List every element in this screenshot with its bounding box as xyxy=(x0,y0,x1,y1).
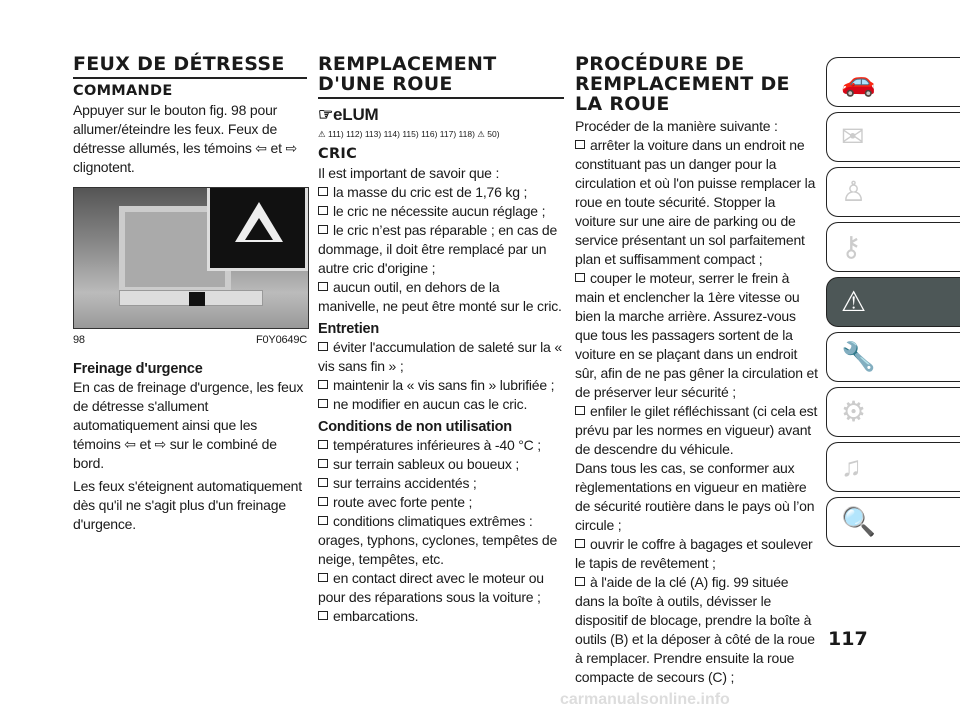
subheading-entretien: Entretien xyxy=(318,321,380,337)
bullet-text: le cric n’est pas réparable ; en cas de dommage, il doit être remplacé par un autre cric d'origine ; xyxy=(318,222,558,276)
bullet-text: températures inférieures à -40 °C ; xyxy=(333,437,541,453)
bullet-box-icon xyxy=(575,406,585,415)
bullet-item xyxy=(575,269,819,402)
bullet-box-icon xyxy=(318,187,328,196)
bullet-text: à l'aide de la clé (A) fig. 99 située dans la boîte à outils, dévisser le dispositif de blocage, prendre la boîte à outils (B) et la déposer à côté de la roue à remplacer. Prendre ensuite la roue compacte de secours (C) ; xyxy=(575,574,815,685)
section-title: PROCÉDURE DE REMPLACEMENT DE LA ROUE xyxy=(575,53,790,115)
paragraph: Les feux s'éteignent automatiquement dès qu'il ne s'agit plus d'un freinage d'urgence. xyxy=(73,478,302,532)
bullet-item xyxy=(575,573,819,687)
bullet-item xyxy=(575,535,819,573)
bullet-text: la masse du cric est de 1,76 kg ; xyxy=(333,184,528,200)
car-wrench-icon: 🔧 xyxy=(841,341,876,372)
lights-message-icon: ✉ xyxy=(841,121,865,152)
bullet-item xyxy=(318,338,564,376)
bullet-box-icon xyxy=(318,516,328,525)
bullet-box-icon xyxy=(575,140,585,149)
column-wheel-change xyxy=(318,54,564,626)
bullet-box-icon xyxy=(575,273,585,282)
bullet-item xyxy=(318,202,564,221)
bullet-box-icon xyxy=(318,497,328,506)
bullet-item xyxy=(318,493,564,512)
bullet-box-icon xyxy=(318,459,328,468)
hazard-triangle-inner xyxy=(245,218,273,240)
section-title: REMPLACEMENT D'UNE ROUE xyxy=(318,54,564,99)
bullet-item xyxy=(318,395,564,414)
watermark: carmanualsonline.info xyxy=(560,691,730,708)
bullet-item xyxy=(318,474,564,493)
column-hazard-lights xyxy=(73,54,307,534)
paragraph: Appuyer sur le bouton fig. 98 pour allumer/éteindre les feux. Feux de détresse allumés, les témoins ⇦ et ⇨ clignotent. xyxy=(73,102,298,175)
cric-list xyxy=(318,183,564,316)
bullet-box-icon xyxy=(575,577,585,586)
chapter-tab-3[interactable] xyxy=(826,167,960,217)
bullet-box-icon xyxy=(318,611,328,620)
chapter-tab-4[interactable] xyxy=(826,222,960,272)
bullet-box-icon xyxy=(318,440,328,449)
chapter-tab-9[interactable] xyxy=(826,497,960,547)
bullet-text: enfiler le gilet réfléchissant (ci cela est prévu par les normes en vigueur) avant de descendre du véhicule. xyxy=(575,403,818,457)
chapter-tab-7[interactable] xyxy=(826,387,960,437)
bullet-text: sur terrains accidentés ; xyxy=(333,475,477,491)
subheading-commande: COMMANDE xyxy=(73,83,173,99)
procedure-list xyxy=(575,136,819,459)
bullet-text: le cric ne nécessite aucun réglage ; xyxy=(333,203,546,219)
column-procedure xyxy=(575,54,819,687)
bullet-text: éviter l'accumulation de saleté sur la « vis sans fin » ; xyxy=(318,339,562,374)
elum-icon: ☞eLUM xyxy=(318,105,379,124)
multimedia-icon: ♫ xyxy=(841,451,862,482)
bullet-text: en contact direct avec le moteur ou pour des réparations sous la voiture ; xyxy=(318,570,544,605)
bullet-box-icon xyxy=(318,225,328,234)
bullet-box-icon xyxy=(318,478,328,487)
bullet-text: arrêter la voiture dans un endroit ne constituant pas un danger pour la circulation et où l'on puisse remplacer la roue en toute sécurité. Stopper la voiture sur une aire de parking ou de service présentant un sol parfaitement plan et suffisamment compact ; xyxy=(575,137,816,267)
figure-number: 98 xyxy=(73,334,85,346)
bullet-item xyxy=(318,183,564,202)
hazard-button xyxy=(189,292,205,306)
page-number: 117 xyxy=(828,628,868,650)
hazard-inset xyxy=(207,188,308,271)
specs-gears-icon: ⚙ xyxy=(841,396,867,427)
bullet-item xyxy=(318,221,564,278)
key-steering-icon: ⚷ xyxy=(841,231,862,262)
bullet-text: conditions climatiques extrêmes : orages, typhons, cyclones, tempêtes de neige, tempêtes, etc. xyxy=(318,513,558,567)
bullet-item xyxy=(318,278,564,316)
bullet-box-icon xyxy=(318,342,328,351)
chapter-tab-6[interactable] xyxy=(826,332,960,382)
chapter-tabs xyxy=(826,57,960,552)
chapter-tab-1[interactable] xyxy=(826,57,960,107)
bullet-text: aucun outil, en dehors de la manivelle, ne peut être monté sur le cric. xyxy=(318,279,562,314)
bullet-text: couper le moteur, serrer le frein à main et enclencher la 1ère vitesse ou bien la marche arrière. Assurez-vous que tous les passagers sortent de la voiture en se plaçant dans un endroit sûr, afin de ne pas gêner la circulation et de préserver leur sécurité ; xyxy=(575,270,818,400)
bullet-box-icon xyxy=(318,206,328,215)
warning-references: ⚠ 111) 112) 113) 114) 115) 116) 117) 118) ⚠ 50) xyxy=(318,129,500,139)
figure-code: F0Y0649C xyxy=(256,334,307,346)
bullet-item xyxy=(318,607,564,626)
emergency-car-warning-icon: ⚠ xyxy=(841,286,867,317)
bullet-item xyxy=(318,436,564,455)
bullet-box-icon xyxy=(318,399,328,408)
bullet-item xyxy=(575,136,819,269)
paragraph: En cas de freinage d'urgence, les feux de détresse s'allument automatiquement ainsi que les témoins ⇦ et ⇨ sur le combiné de bord. xyxy=(73,379,304,471)
paragraph: Il est important de savoir que : xyxy=(318,165,500,181)
subheading-freinage: Freinage d'urgence xyxy=(73,361,203,377)
bullet-item xyxy=(318,376,564,395)
entretien-list xyxy=(318,338,564,414)
chapter-tab-5[interactable] xyxy=(826,277,960,327)
bullet-item xyxy=(318,455,564,474)
bullet-item xyxy=(575,402,819,459)
bullet-box-icon xyxy=(575,539,585,548)
conditions-list xyxy=(318,436,564,626)
section-title: FEUX DE DÉTRESSE xyxy=(73,54,307,79)
airbag-seat-icon: ♙ xyxy=(841,176,867,207)
bullet-box-icon xyxy=(318,282,328,291)
bullet-box-icon xyxy=(318,573,328,582)
subheading-conditions: Conditions de non utilisation xyxy=(318,419,512,435)
bullet-item xyxy=(318,569,564,607)
bullet-text: ne modifier en aucun cas le cric. xyxy=(333,396,528,412)
bullet-text: maintenir la « vis sans fin » lubrifiée ; xyxy=(333,377,555,393)
bullet-text: embarcations. xyxy=(333,608,419,624)
index-search-icon: 🔍 xyxy=(841,506,876,537)
paragraph: Dans tous les cas, se conformer aux règlementations en vigueur en matière de sécurité routière dans le pays où l’on circule ; xyxy=(575,460,815,533)
procedure-list-2 xyxy=(575,535,819,687)
bullet-item xyxy=(318,512,564,569)
figure-98-dashboard xyxy=(73,187,309,329)
bullet-text: route avec forte pente ; xyxy=(333,494,473,510)
figure-caption xyxy=(73,331,307,350)
bullet-text: ouvrir le coffre à bagages et soulever le tapis de revêtement ; xyxy=(575,536,813,571)
subheading-cric: CRIC xyxy=(318,146,358,162)
bullet-box-icon xyxy=(318,380,328,389)
chapter-tab-8[interactable] xyxy=(826,442,960,492)
car-info-icon: 🚗 xyxy=(841,66,876,97)
paragraph: Procéder de la manière suivante : xyxy=(575,118,778,134)
bullet-text: sur terrain sableux ou boueux ; xyxy=(333,456,520,472)
chapter-tab-2[interactable] xyxy=(826,112,960,162)
